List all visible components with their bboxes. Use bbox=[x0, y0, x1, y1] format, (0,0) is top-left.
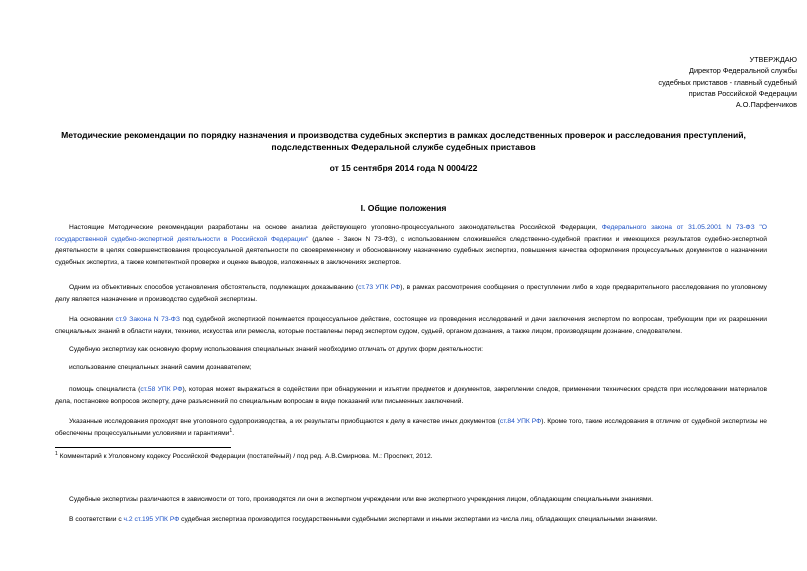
paragraph-4-text: Судебную экспертизу как основную форму использования специальных знаний необходимо отличать от других форм деятельности: bbox=[69, 346, 483, 353]
paragraph-2-text-b: ), в рамках рассмотрения сообщения о преступлении либо в ходе предварительного расследования по уголовному делу является назначение и производство судебной экспертизы. bbox=[55, 284, 767, 303]
document-title-line1: Методические рекомендации по порядку назначения и производства судебных экспертиз в рамках доследственных проверок и расследования преступлений, bbox=[61, 130, 746, 140]
approval-position: Директор Федеральной службы bbox=[689, 66, 797, 76]
paragraph-4 bbox=[55, 344, 767, 356]
paragraph-8-text: Судебные экспертизы различаются в зависимости от того, производятся ли они в экспертном учреждении или вне экспертного учреждения лицом, обладающим специальными знаниями. bbox=[69, 496, 654, 503]
paragraph-3-text-b: под судебной экспертизой понимается процессуальное действие, состоящее из проведения исследований и дачи заключения экспертом по вопросам, требующим при их разрешении специальных знаний в области науки, техники, искусства или ремесла, которые поставлены перед экспертом судом, судьей, органом дознания, а также лицом, производящим дознание, следователем. bbox=[55, 316, 767, 335]
paragraph-2 bbox=[55, 282, 767, 305]
document-title bbox=[40, 130, 767, 153]
paragraph-8 bbox=[55, 494, 767, 506]
link-upk-art-195[interactable]: ч.2 ст.195 УПК РФ bbox=[123, 516, 180, 523]
paragraph-7 bbox=[55, 416, 767, 439]
paragraph-6 bbox=[55, 384, 767, 407]
footnote-text: Комментарий к Уголовному кодексу Российской Федерации (постатейный) / под ред. А.В.Смирнова. М.: Проспект, 2012. bbox=[57, 453, 433, 460]
link-law-73-art-9[interactable]: ст.9 Закона N 73-ФЗ bbox=[115, 316, 180, 323]
paragraph-5-text: использование специальных знаний самим дознавателем; bbox=[69, 364, 252, 371]
footnote-marker: 1 bbox=[55, 450, 58, 457]
footnote-reference: 1 bbox=[229, 427, 233, 434]
paragraph-6-text-a: помощь специалиста ( bbox=[69, 386, 141, 393]
footnote-divider bbox=[55, 447, 231, 448]
link-upk-art-84[interactable]: ст.84 УПК РФ bbox=[499, 418, 542, 425]
paragraph-7-text-c: . bbox=[232, 429, 235, 437]
paragraph-5 bbox=[55, 362, 767, 374]
link-upk-art-58[interactable]: ст.58 УПК РФ bbox=[140, 386, 183, 393]
paragraph-6-text-b: ), которая может выражаться в содействии при обнаружении и изъятии предметов и документов, закреплении следов, применении технических средств при исследовании материалов дела, постановке вопросов эксперту, даче разъяснений по специальным вопросам в виде показаний или письменных заключений. bbox=[55, 386, 767, 405]
link-upk-art-73[interactable]: ст.73 УПК РФ bbox=[358, 284, 401, 291]
paragraph-7-text-b: ). Кроме того, такие исследования в отличие от судебной экспертизы не обеспечены процессуальными условиями и гарантиями bbox=[55, 418, 767, 437]
paragraph-1-text-a: Настоящие Методические рекомендации разработаны на основе анализа действующего уголовно-процессуального законодательства Российской Федерации, bbox=[69, 224, 602, 231]
section-heading: I. Общие положения bbox=[360, 203, 447, 213]
footnote bbox=[55, 451, 767, 462]
paragraph-3-text-a: На основании bbox=[69, 316, 116, 323]
approval-heading: УТВЕРЖДАЮ bbox=[749, 55, 797, 64]
approval-position-cont2: пристав Российской Федерации bbox=[688, 88, 797, 98]
paragraph-1-text-b: (далее - Закон N 73-ФЗ), с использованием сложившейся следственно-судебной практики и имеющихся результатов судебно-экспертной деятельности в целях совершенствования процессуальной деятельности по своевременному и обоснованному назначению судебных экспертиз, повышения качества оформления процессуальных документов о назначении судебных экспертиз, а также компетентной проверке и оценке выводов, изложенных в заключениях экспертов. bbox=[55, 235, 767, 267]
approval-position-cont: судебных приставов - главный судебный bbox=[658, 77, 797, 87]
link-federal-law-73[interactable]: Федерального закона от 31.05.2001 N 73-ФЗ "О государственной судебно-экспертной деятельности в Российской Федерации" bbox=[55, 224, 767, 243]
approval-signatory: А.О.Парфенчиков bbox=[735, 100, 797, 110]
paragraph-1 bbox=[55, 222, 767, 269]
approval-block bbox=[577, 54, 797, 110]
paragraph-2-text-a: Одним из объективных способов установления обстоятельств, подлежащих доказыванию ( bbox=[69, 284, 359, 291]
document-title-line2: подследственных Федеральной службе судебных приставов bbox=[271, 141, 536, 152]
paragraph-3 bbox=[55, 314, 767, 337]
paragraph-9-text-a: В соответствии с bbox=[69, 516, 124, 523]
paragraph-9-text-b: судебная экспертиза производится государственными судебными экспертами и иными экспертами из числа лиц, обладающих специальными знаниями. bbox=[179, 516, 658, 523]
paragraph-7-text-a: Указанные исследования проходят вне уголовного судопроизводства, а их результаты приобщаются к делу в качестве иных документов ( bbox=[69, 418, 500, 425]
paragraph-9 bbox=[55, 514, 767, 526]
document-date: от 15 сентября 2014 года N 0004/22 bbox=[329, 163, 478, 173]
